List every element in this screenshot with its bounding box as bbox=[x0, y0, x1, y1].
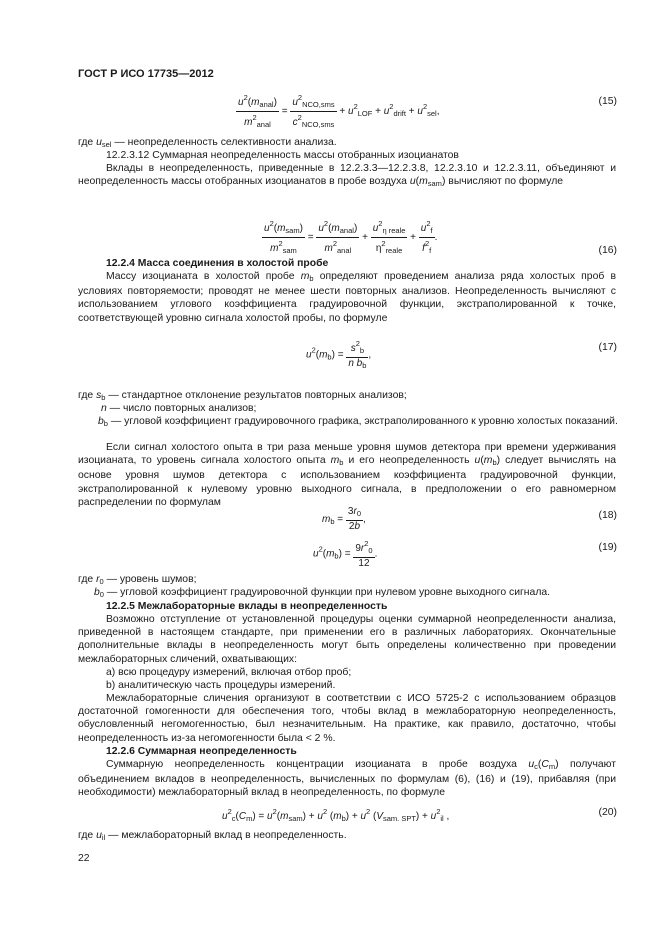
definition-usel: где $u_{sel}$ — неопределенность селективности анализа. bbox=[78, 137, 337, 149]
definition-r0: где $r_0$ — уровень шумов; bbox=[78, 574, 197, 586]
heading-12-2-5: 12.2.5 Межлабораторные вклады в неопределенность bbox=[106, 601, 388, 612]
eq-number-15: (15) bbox=[598, 96, 617, 107]
eq-number-18: (18) bbox=[598, 510, 617, 521]
formula-18: $m_b$ = $\frac{3r_0}{2b}$ , bbox=[322, 506, 366, 532]
eq-number-17: (17) bbox=[598, 342, 617, 353]
eq-number-20: (20) bbox=[598, 807, 617, 818]
para-noise: Если сигнал холостого опыта в три раза меньше уровня шумов детектора при времени удерживания изоцианата, то уровень сигнала холостого опыта $m_b$ и его неопределенность $u(m_b)$ следует вычислять на основе уровня шумов детектора с использованием коэффициента градуировочной функции, экстраполированной к нулевому уровню выходного сигнала, в предположении о его равномерном распределении по формулам bbox=[78, 442, 616, 508]
para-total: Суммарную неопределенность концентрации изоцианата в пробе воздуха $u_c(C_m)$ получают объединением вкладов в неопределенность, вычисленных по формулам (6), (16) и (19), прибавляя (при необходимости) межлабораторный вклад в неопределенность, по формуле bbox=[78, 759, 616, 799]
page-number: 22 bbox=[78, 853, 90, 864]
formula-15: $\frac{u^2(m_{anal})}{m^2_{anal}}$ = $\frac{u^2_{NCO,sms}}{c^2_{NCO,sms}}$ + $u^2_{LOF} + u^2_{drift} + u^2_{sel}$, bbox=[238, 93, 440, 129]
list-item-a: a) всю процедуру измерений, включая отбор проб; bbox=[106, 667, 352, 678]
para-interlab: Возможно отступление от установленной процедуры оценки суммарной неопределенности анализа, приведенной в настоящем стандарте, при применении его в различных лабораториях. Окончательные дополнительные вклады в неопределенность могут быть определены количественно при проведении межлабораторных сличений, охватывающих: bbox=[78, 614, 616, 665]
definition-uil: где $u_{il}$ — межлабораторный вклад в неопределенность. bbox=[78, 830, 347, 842]
heading-12-2-6: 12.2.6 Суммарная неопределенность bbox=[106, 746, 297, 757]
eq-number-16: (16) bbox=[598, 245, 617, 256]
definition-n: n — число повторных анализов; bbox=[101, 403, 257, 414]
formula-19: $u^2(m_b)$ = $\frac{9r^2_0}{12}$ . bbox=[313, 539, 378, 569]
heading-12-2-4: 12.2.4 Масса соединения в холостой пробе bbox=[106, 258, 329, 269]
eq-number-19: (19) bbox=[598, 542, 617, 553]
page-header: ГОСТ Р ИСО 17735—2012 bbox=[78, 68, 214, 80]
formula-20: $u^2_c(C_m) = u^2(m_{sam}) + u^2$ $(m_b) + u^2$ $(V_{sam. SPT}) + u^2_{il}$ , bbox=[222, 807, 450, 823]
list-item-b: b) аналитическую часть процедуры измерений. bbox=[106, 680, 336, 691]
formula-16: $\frac{u^2(m_{sam})}{m^2_{sam}}$ = $\frac{u^2(m_{anal})}{m^2_{anal}}$ + $\frac{u^2_{\eta reale}}{\eta^2_{reale}}$ + $\frac{u^2_f}{f^2_f}$ . bbox=[264, 219, 438, 255]
para-12-2-3-12: 12.2.3.12 Суммарная неопределенность массы отобранных изоцианатов bbox=[106, 150, 459, 161]
formula-17: $u^2(m_b)$ = $\frac{s^2_b}{n b_b}$ , bbox=[306, 339, 372, 370]
para-interlab-2: Межлабораторные сличения организуют в соответствии с ИСО 5725-2 с использованием образцов достаточной гомогенности для обеспечения того, чтобы вклад в межлабораторную неопределенность, обусловленный негомогенностью, был незначительным. На практике, как правило, достаточно, чтобы неопределенность из-за негомогенности была < 2 %. bbox=[78, 693, 616, 744]
para-blank-mass: Массу изоцианата в холостой пробе $m_b$ определяют проведением анализа ряда холостых проб в условиях повторяемости; проводят не менее шести повторных анализов. Неопределенность вычисляют с использованием углового коэффициента градуировочной функции, экстраполированной к точке, соответствующей уровню сигнала холостой пробы, по формуле bbox=[78, 271, 616, 324]
para-contributions: Вклады в неопределенность, приведенные в 12.2.3.3—12.2.3.8, 12.2.3.10 и 12.2.3.11, объединяют и неопределенность массы отобранных изоцианатов в пробе воздуха $u(m_{sam})$ вычисляют по формуле bbox=[78, 163, 616, 189]
definition-bb: $b_b$ — угловой коэффициент градуировочного графика, экстраполированного к уровню холостых показаний. bbox=[98, 416, 618, 428]
definition-sb: где $s_b$ — стандартное отклонение результатов повторных анализов; bbox=[78, 390, 407, 402]
definition-b0: $b_0$ — угловой коэффициент градуировочной функции при нулевом уровне выходного сигнала. bbox=[94, 587, 551, 599]
